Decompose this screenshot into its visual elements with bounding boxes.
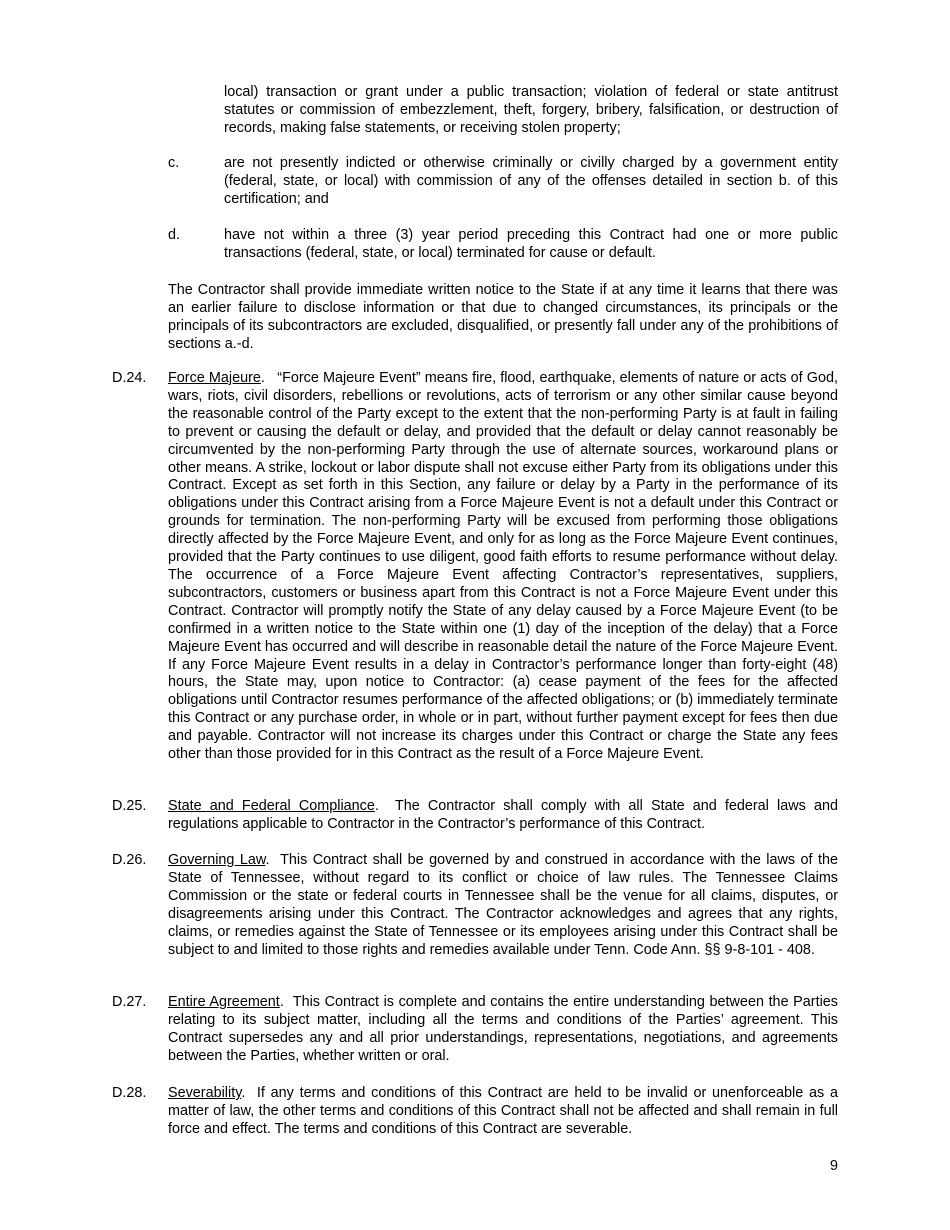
section-separator: . — [260, 370, 278, 386]
section-body — [168, 370, 838, 764]
section-number: D.28. — [112, 1085, 147, 1101]
section-body — [168, 798, 838, 834]
section-number: D.24. — [112, 370, 147, 386]
subitem-text: are not presently indicted or otherwise criminally or civilly charged by a government entity (federal, state, or local) with commission of any of the offenses detailed in section b. of this certification; and — [224, 155, 838, 207]
section-title: Governing Law — [168, 852, 266, 868]
section-title: Severability — [168, 1085, 242, 1101]
page-number: 9 — [829, 1158, 838, 1174]
subitem-label: c. — [168, 155, 180, 171]
subitem-label: d. — [168, 227, 181, 243]
section-separator: . — [374, 798, 395, 814]
section-text: This Contract is complete and contains the entire understanding between the Parties relating to its subject matter, including all the terms and conditions of the Parties’ agreement. This Contract supersedes any and all prior understandings, representations, negotiations, and agreements between the Parties, whether written or oral. — [168, 994, 838, 1064]
section-title: Entire Agreement — [168, 994, 280, 1010]
section-text: This Contract shall be governed by and construed in accordance with the laws of the State of Tennessee, without regard to its conflict or choice of law rules. The Tennessee Claims Commission or the state or federal courts in Tennessee shall be the venue for all claims, disputes, or disagreements arising under this Contract. The Contractor acknowledges and agrees that any rights, claims, or remedies against the State of Tennessee or its employees arising under this Contract shall be subject to and limited to those rights and remedies available under Tenn. Code Ann. §§ 9-8-101 - 408. — [168, 852, 838, 958]
section-body — [168, 852, 838, 959]
section-text: The Contractor shall comply with all State and federal laws and regulations applicable to Contractor in the Contractor’s performance of this Contract. — [168, 798, 838, 832]
subitem-text: have not within a three (3) year period preceding this Contract had one or more public transactions (federal, state, or local) terminated for cause or default. — [224, 227, 838, 261]
section-body — [168, 994, 838, 1066]
section-body — [168, 1085, 838, 1139]
section-number: D.26. — [112, 852, 147, 868]
section-number: D.25. — [112, 798, 147, 814]
section-separator: . — [279, 994, 293, 1010]
section-text: “Force Majeure Event” means fire, flood, earthquake, elements of nature or acts of God, wars, riots, civil disorders, rebellions or revolutions, acts of terrorism or any other similar cause beyond the reasonable control of the Party except to the extent that the non-performing Party is at fault in failing to prevent or causing the default or delay, and provided that the default or delay cannot reasonably be circumvented by the non-performing Party through the use of alternate sources, workaround plans or other means. A strike, lockout or labor dispute shall not excuse either Party from its obligations under this Contract. Except as set forth in this Section, any failure or delay by a Party in the performance of its obligations under this Contract arising from a Force Majeure Event is not a default under this Contract or grounds for termination. The non-performing Party will be excused from performing those obligations directly affected by the Force Majeure Event, and only for as long as the Force Majeure Event continues, provided that the Party continues to use diligent, good faith efforts to resume performance without delay. The occurrence of a Force Majeure Event affecting Contractor’s representatives, suppliers, subcontractors, customers or business apart from this Contract is not a Force Majeure Event under this Contract. Contractor will promptly notify the State of any delay caused by a Force Majeure Event (to be confirmed in a written notice to the State within one (1) day of the inception of the delay) that a Force Majeure Event has occurred and will describe in reasonable detail the nature of the Force Majeure Event. If any Force Majeure Event results in a delay in Contractor’s performance longer than forty-eight (48) hours, the State may, upon notice to Contractor: (a) cease payment of the fees for the affected obligations until Contractor resumes performance of the affected obligations; or (b) immediately terminate this Contract or any purchase order, in whole or in part, without further payment except for fees then due and payable. Contractor will not increase its charges under this Contract or charge the State any fees other than those provided for in this Contract as the result of a Force Majeure Event. — [168, 370, 838, 763]
section-separator: . — [265, 852, 281, 868]
closing-paragraph: The Contractor shall provide immediate written notice to the State if at any time it learns that there was an earlier failure to disclose information or that due to changed circumstances, its principals or the principals of its subcontractors are excluded, disqualified, or presently fall under any of the prohibitions of sections a.-d. — [168, 282, 838, 352]
section-separator: . — [241, 1085, 257, 1101]
section-title: State and Federal Compliance — [168, 798, 375, 814]
section-title: Force Majeure — [168, 370, 261, 386]
continuation-paragraph: local) transaction or grant under a public transaction; violation of federal or state antitrust statutes or commission of embezzlement, theft, forgery, bribery, falsification, or destruction of records, making false statements, or receiving stolen property; — [224, 84, 838, 136]
section-text: If any terms and conditions of this Contract are held to be invalid or unenforceable as a matter of law, the other terms and conditions of this Contract shall not be affected and shall remain in full force and effect. The terms and conditions of this Contract are severable. — [168, 1085, 838, 1137]
section-number: D.27. — [112, 994, 147, 1010]
